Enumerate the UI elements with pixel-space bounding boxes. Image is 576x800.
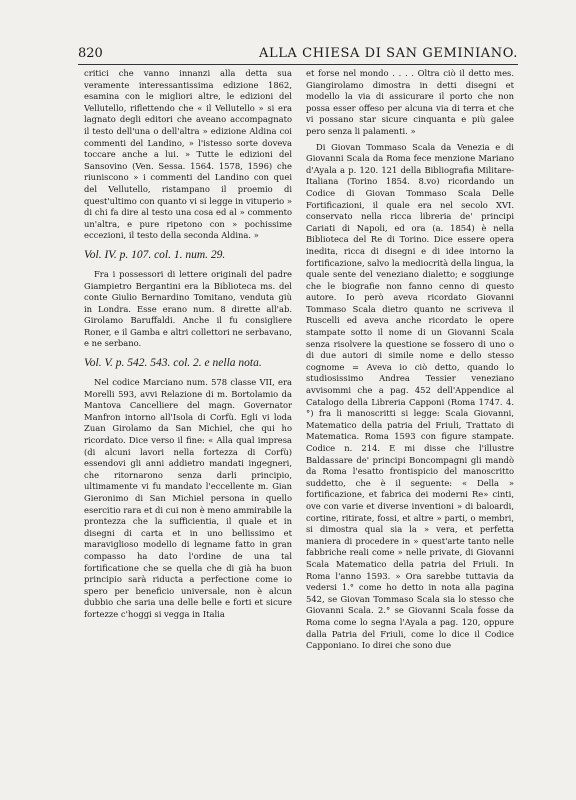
- section-heading-vol-v: Vol. V. p. 542. 543. col. 2. e nella nota.: [84, 357, 262, 370]
- left-column: [84, 68, 292, 708]
- page-number: 820: [78, 46, 103, 61]
- paragraph-codice-marciano: Nel codice Marciano num. 578 classe VII, era Morelli 593, avvi Relazione di m. Bortolamio da Mantova Cancelliere del magn. Governator Manfron intorno all'Isola di Corfù. Egli vi loda Zuan Girolamo da San Michiel, che qui ho ricordato. Dice verso il fine: « Alla qual impresa (di alcuni lavori nella fortezza di Corfù) essendovi gli anni addietro mandati ingegneri, che ritornarono senza darli principio, ultimamente vi fu mandato l'eccellente m. Gian Gieronimo di San Michiel persona in quello esercitio rara et di cui non è meno ammirabile la prontezza che la sufficientia, il quale et in disegni di carta et in uno bellissimo et maraviglioso modello di legname fatto in gran compasso ha dato l'ordine de una tal fortificatione che se quella che di già ha buon principio sarà riducta a perfectione come io spero per beneficio universale, non è alcun dubbio che saria una delle belle e forti et sicure fortezze c'hoggi si vegga in Italia: [84, 377, 292, 619]
- paragraph-scala: Di Giovan Tommaso Scala da Venezia e di Giovanni Scala da Roma fece menzione Mariano d'Ayala a p. 120. 121 della Bibliografia Militare-Italiana (Torino 1854. 8.vo) ricordando un Codice di Giovan Tommaso Scala Delle Fortificazioni, il quale era nel secolo XVI. conservato nella ricca libreria de' principi Cariati di Napoli, ed ora (a. 1854) è nella Biblioteca del Re di Torino. Dice essere opera inedita, ricca di disegni e di idee intorno la fortificazione, salvo la mediocrità della lingua, la quale sente del veneziano dialetto; e soggiunge che le biografie non fanno cenno di questo autore. Io però aveva ricordato Giovanni Tommaso Scala dietro quanto ne scriveva il Ruscelli ed aveva anche ricordato le opere stampate sotto il nome di un Giovanni Scala senza risolvere la questione se fossero di uno o di due autori di simile nome e dello stesso cognome = Aveva io ciò detto, quando lo studiosissimo Andrea Tessier veneziano avvisommi che a pag. 452 dell'Appendice al Catalogo della Libreria Capponi (Roma 1747. 4.°) fra li manoscritti si legge: Scala Giovanni, Matematico della patria del Friuli, Trattato di Matematica. Roma 1593 con figure stampate. Codice n. 214. E mi disse che l'illustre Baldassare de' principi Boncompagni gli mandò da Roma l'esatto frontispicio del manoscritto suddetto, che è il seguente: « Della » fortificazione, et fabrica dei moderni Re» cinti, ove con varie et diverse inventioni » di baloardi, cortine, ritirate, fossi, et altre » parti, o membri, si dimostra qual sia la » vera, et perfetta maniera di procedere in » quest'arte tanto nelle fabbriche reali come » nelle private, di Giovanni Scala Matematico della patria del Friuli. In Roma l'anno 1593. » Ora sarebbe tuttavia da vedersi 1.° come ho detto in nota alla pagina 542, se Giovan Tommaso Scala sia lo stesso che Giovanni Scala. 2.° se Giovanni Scala fosse da Roma come lo segna l'Ayala a pag. 120, oppure dalla Patria del Friuli, come lo dice il Codice Capponiano. Io direi che sono due: [306, 141, 514, 651]
- paragraph-continuation: et forse nel mondo . . . . Oltra ciò il detto mes. Giangirolamo dimostra in detti disegni et modello la via di assicurare il porto che non possa esser offeso per alcuna via di terra et che vi possano star sicure cinquanta e più galee pero senza li palamenti. »: [306, 68, 514, 136]
- running-title: ALLA CHIESA DI SAN GEMINIANO.: [258, 46, 518, 61]
- paragraph-vellutello: critici che vanno innanzi alla detta sua veramente interessantissima edizione 1862, esamina con le migliori altre, le edizioni del Vellutello, riflettendo che « il Vellutello » si era lagnato degli editori che aveano accompagnato il testo dell'una o dell'altra » edizione Aldina coi commenti del Landino, » l'istesso sorte doveva toccare anche a lui. » Tutte le edizioni del Sansovino (Ven. Sessa. 1564. 1578, 1596) che riuniscono » i commenti del Landino con quei del Vellutello, ristampano il proemio di quest'ultimo con quanto vi si legge in vituperio » di chi fa dire al testo una cosa ed al » commento un'altra, e pure ripetono con » pochissime eccezioni, il testo della seconda Aldina. »: [84, 68, 292, 241]
- paragraph-bergantini: Fra i possessori di lettere originali del padre Giampietro Bergantini era la Biblioteca ms. del conte Giulio Bernardino Tomitano, venduta giù in Londra. Esse erano num. 8 dirette all'ab. Girolamo Baruffaldi. Anche il fu consigliere Roner, e il Gamba e altri collettori ne serbavano, e ne serbano.: [84, 268, 292, 349]
- header-rule: [78, 64, 518, 65]
- section-heading-vol-iv: Vol. IV. p. 107. col. 1. num. 29.: [84, 248, 226, 261]
- right-column: [306, 68, 514, 708]
- page-header: [78, 46, 518, 62]
